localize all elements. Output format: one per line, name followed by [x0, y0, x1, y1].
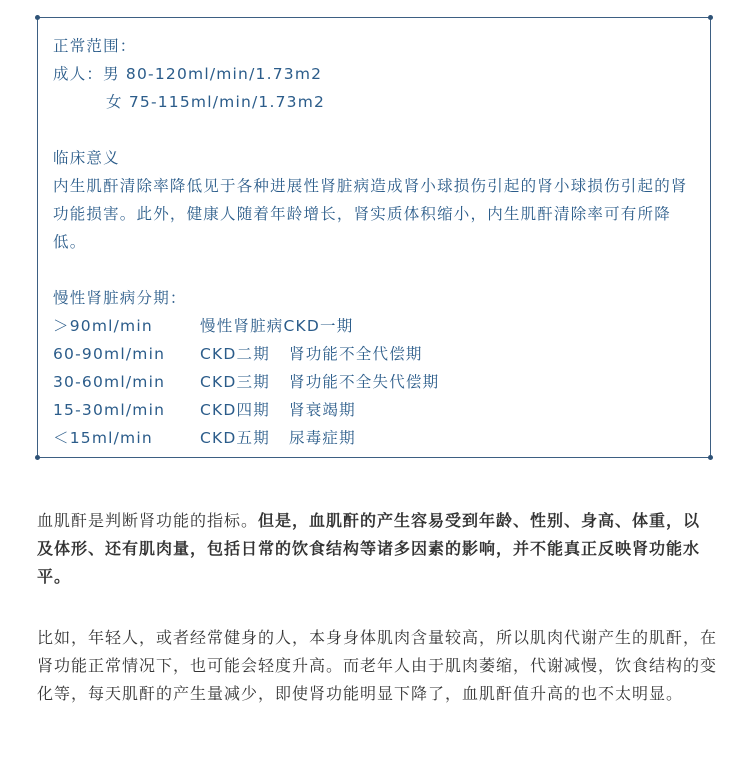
corner-dot [35, 15, 40, 20]
info-box [37, 17, 711, 458]
ckd-stage-range: 30-60ml/min [53, 373, 166, 391]
paragraph-text: 血肌酐是判断肾功能的指标。 [37, 511, 259, 530]
ckd-stage-desc: 肾功能不全失代偿期 [289, 373, 440, 391]
ckd-stage-row [53, 368, 698, 396]
ckd-stage-range: ＞90ml/min [53, 317, 153, 335]
ckd-stage-range: 15-30ml/min [53, 401, 166, 419]
ckd-stage-row [53, 396, 698, 424]
ckd-stage-desc: 尿毒症期 [289, 429, 356, 447]
ckd-stage-range: 60-90ml/min [53, 345, 166, 363]
paragraph-bold-text: 但是，血肌酐的产生容易受到年龄、性别、身高、体重，以及体形、还有肌肉量，包括日常的饮食结构等诸多因素的影响，并不能真正反映肾功能水平。 [37, 511, 701, 586]
spacer [53, 256, 698, 284]
ckd-stage-name: 慢性肾脏病CKD一期 [200, 317, 354, 335]
ckd-title: 慢性肾脏病分期： [53, 289, 187, 307]
info-box-content [53, 32, 698, 452]
clinical-title: 临床意义 [53, 149, 120, 167]
corner-dot [708, 15, 713, 20]
corner-dot [708, 455, 713, 460]
ckd-stage-row [53, 424, 698, 452]
adult-male-range: 成人：男 80-120ml/min/1.73m2 [53, 65, 323, 83]
corner-dot [35, 455, 40, 460]
ckd-stage-name: CKD四期 [200, 401, 270, 419]
clinical-text: 内生肌酐清除率降低见于各种进展性肾脏病造成肾小球损伤引起的肾小球损伤引起的肾功能损害。此外，健康人随着年龄增长，肾实质体积缩小，内生肌酐清除率可有所降低。 [53, 177, 688, 251]
spacer [53, 116, 698, 144]
ckd-stage-desc: 肾衰竭期 [289, 401, 356, 419]
ckd-stage-name: CKD二期 [200, 345, 270, 363]
ckd-stage-name: CKD五期 [200, 429, 270, 447]
article-paragraph-2: 比如，年轻人，或者经常健身的人，本身身体肌肉含量较高，所以肌肉代谢产生的肌酐，在肾功能正常情况下，也可能会轻度升高。而老年人由于肌肉萎缩，代谢减慢，饮食结构的变化等，每天肌酐的产生量减少，即使肾功能明显下降了，血肌酐值升高的也不太明显。 [37, 628, 718, 703]
adult-female-range: 女 75-115ml/min/1.73m2 [106, 93, 326, 111]
ckd-stage-desc: 肾功能不全代偿期 [289, 345, 423, 363]
ckd-stage-row [53, 340, 698, 368]
article-paragraph-1 [37, 507, 717, 591]
ckd-stage-name: CKD三期 [200, 373, 270, 391]
ckd-stage-range: ＜15ml/min [53, 429, 153, 447]
ckd-stage-row [53, 312, 698, 340]
normal-range-title: 正常范围： [53, 37, 137, 55]
